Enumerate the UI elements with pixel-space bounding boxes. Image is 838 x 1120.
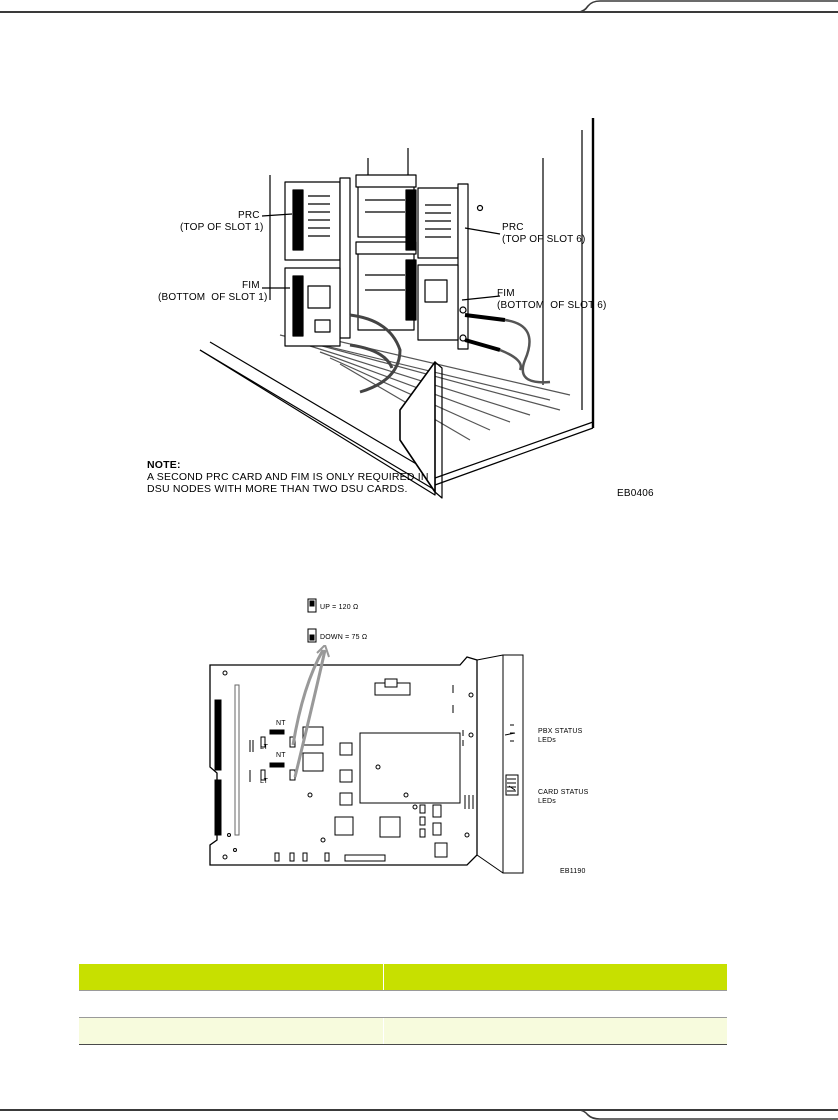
prc-slot6-label: PRC — [502, 222, 524, 233]
fim-slot6-label: FIM — [497, 288, 515, 299]
table-cell — [384, 1018, 728, 1045]
nt-top-label: NT — [276, 720, 286, 727]
spec-table — [79, 964, 727, 1045]
pbx-status-label: PBX STATUS — [538, 728, 583, 735]
pbx-status-sublabel: LEDs — [538, 737, 556, 744]
table-row — [79, 1018, 727, 1045]
lt-bottom-label: LT — [260, 778, 269, 785]
table-cell — [384, 991, 728, 1018]
figure1-code: EB0406 — [617, 488, 654, 499]
header-tab-curve — [570, 0, 838, 16]
prc-slot1-label: PRC — [238, 210, 260, 221]
fim-slot6-sublabel: (BOTTOM OF SLOT 6) — [497, 300, 607, 311]
table-header-cell — [79, 964, 384, 991]
nt-bottom-label: NT — [276, 752, 286, 759]
note-title: NOTE: — [147, 459, 181, 471]
note-line-2: DSU NODES WITH MORE THAN TWO DSU CARDS. — [147, 483, 408, 495]
table-cell — [79, 991, 384, 1018]
table-header-cell — [384, 964, 728, 991]
switch-down-label: DOWN = 75 Ω — [320, 634, 368, 641]
fim-slot1-label: FIM — [242, 280, 260, 291]
footer-tab-curve — [570, 1104, 838, 1120]
prc-slot1-sublabel: (TOP OF SLOT 1) — [180, 222, 264, 233]
prc-slot6-sublabel: (TOP OF SLOT 6) — [502, 234, 586, 245]
lt-top-label: LT — [260, 744, 269, 751]
switch-up-label: UP = 120 Ω — [320, 604, 359, 611]
switch-icons — [300, 598, 320, 646]
figure2-code: EB1190 — [560, 868, 586, 875]
table-row — [79, 991, 727, 1018]
note-line-1: A SECOND PRC CARD AND FIM IS ONLY REQUIRED IN — [147, 471, 429, 483]
card-status-label: CARD STATUS — [538, 789, 589, 796]
table-cell — [79, 1018, 384, 1045]
circuit-card-illustration — [205, 645, 525, 875]
chassis-illustration — [130, 110, 660, 515]
table-header-row — [79, 964, 727, 991]
fim-slot1-sublabel: (BOTTOM OF SLOT 1) — [158, 292, 268, 303]
card-status-sublabel: LEDs — [538, 798, 556, 805]
